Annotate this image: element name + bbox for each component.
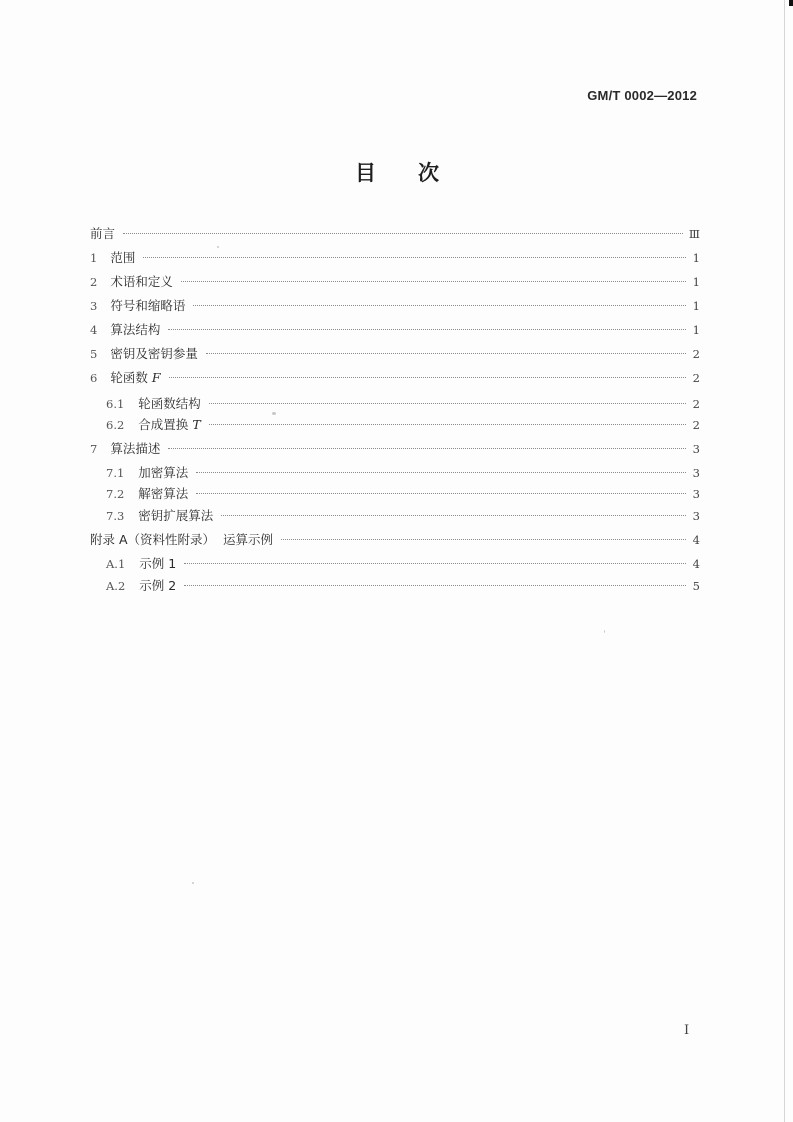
- toc-entry-number: 2: [90, 275, 98, 289]
- toc-entry-heading: [90, 345, 198, 363]
- toc-dot-leader: [196, 493, 686, 494]
- toc-entry-label: 符号和缩略语: [110, 298, 186, 313]
- toc-entry-heading: [90, 249, 135, 267]
- toc-entry[interactable]: [106, 577, 700, 595]
- title-char-1: 目: [355, 161, 376, 185]
- toc-entry-heading: [106, 555, 176, 573]
- toc-entry-heading: [90, 273, 173, 291]
- toc-entry-label: 合成置换: [138, 417, 189, 432]
- toc-dot-leader: [209, 424, 686, 425]
- toc-entry[interactable]: [106, 555, 700, 573]
- toc-entry-heading: [106, 507, 213, 525]
- toc-entry-heading: [106, 577, 176, 595]
- toc-entry-label: 加密算法: [138, 465, 189, 480]
- toc-dot-leader: [209, 403, 686, 404]
- page-title: [355, 157, 439, 187]
- toc-entry-heading: [90, 297, 185, 315]
- toc-entry-symbol: T: [192, 417, 201, 432]
- toc-entry-number: 7.3: [106, 509, 125, 523]
- toc-entry-heading: [90, 225, 115, 243]
- toc-entry[interactable]: [90, 225, 700, 243]
- toc-dot-leader: [193, 305, 686, 306]
- toc-entry[interactable]: [106, 395, 700, 413]
- standard-code: GM/T 0002—2012: [587, 88, 697, 103]
- title-char-2: 次: [418, 161, 439, 185]
- toc-entry-heading: [90, 321, 160, 339]
- toc-page-number: 1: [692, 323, 700, 337]
- toc-page-number: 3: [692, 509, 700, 523]
- toc-entry[interactable]: [90, 369, 700, 387]
- toc-entry[interactable]: [106, 485, 700, 503]
- toc-entry-number: 4: [90, 323, 98, 337]
- toc-entry-label: 算法描述: [110, 441, 161, 456]
- toc-page-number: 2: [692, 418, 700, 432]
- toc-page-number: 3: [692, 442, 700, 456]
- toc-entry-label: 附录 A（资料性附录） 运算示例: [90, 532, 273, 547]
- toc-entry-number: 7.2: [106, 487, 125, 501]
- toc-dot-leader: [123, 233, 683, 234]
- toc-dot-leader: [168, 329, 686, 330]
- toc-entry-number: 5: [90, 347, 98, 361]
- toc-dot-leader: [184, 563, 686, 564]
- toc-entry[interactable]: [106, 416, 700, 434]
- toc-entry[interactable]: [90, 345, 700, 363]
- toc-entry[interactable]: [90, 297, 700, 315]
- toc-entry[interactable]: [90, 531, 700, 549]
- toc-dot-leader: [221, 515, 686, 516]
- toc-entry-heading: [90, 369, 161, 387]
- toc-entry-label: 范围: [110, 250, 136, 265]
- toc-entry-heading: [90, 440, 160, 458]
- scan-speck: [217, 246, 219, 248]
- toc-entry-number: 6.2: [106, 418, 125, 432]
- toc-entry-label: 示例 2: [139, 578, 177, 593]
- scan-speck: [604, 630, 605, 633]
- toc-page-number: 1: [692, 299, 700, 313]
- toc-dot-leader: [143, 257, 686, 258]
- toc-entry-number: 3: [90, 299, 98, 313]
- toc-entry-heading: [90, 531, 273, 549]
- toc-page-number: 2: [692, 397, 700, 411]
- toc-entry[interactable]: [90, 249, 700, 267]
- toc-entry-number: 6: [90, 371, 98, 385]
- toc-entry-label: 解密算法: [138, 486, 189, 501]
- toc-dot-leader: [169, 377, 686, 378]
- toc-entry-label: 密钥及密钥参量: [110, 346, 198, 361]
- toc-page-number: 4: [692, 557, 700, 571]
- toc-dot-leader: [168, 448, 686, 449]
- toc-page-number: 1: [692, 275, 700, 289]
- toc-entry-label: 算法结构: [110, 322, 161, 337]
- toc-entry-heading: [106, 416, 201, 434]
- toc-page-number: Ⅲ: [688, 227, 700, 241]
- toc-page-number: 1: [692, 251, 700, 265]
- toc-entry-heading: [106, 485, 188, 503]
- toc-entry-label: 示例 1: [139, 556, 177, 571]
- scan-edge-line: [784, 0, 785, 1122]
- page-folio: I: [684, 1023, 690, 1038]
- toc-entry-number: 7: [90, 442, 98, 456]
- toc-dot-leader: [181, 281, 686, 282]
- toc-entry-label: 密钥扩展算法: [138, 508, 214, 523]
- toc-entry-number: A.1: [106, 557, 126, 571]
- toc-entry[interactable]: [106, 464, 700, 482]
- toc-dot-leader: [281, 539, 686, 540]
- toc-entry[interactable]: [90, 440, 700, 458]
- toc-entry-number: A.2: [106, 579, 126, 593]
- toc-page-number: 3: [692, 466, 700, 480]
- toc-entry[interactable]: [90, 321, 700, 339]
- toc-page-number: 2: [692, 371, 700, 385]
- scan-speck: [272, 412, 276, 415]
- toc-entry-label: 术语和定义: [110, 274, 173, 289]
- scan-corner-mark: [789, 0, 793, 6]
- toc-page-number: 4: [692, 533, 700, 547]
- toc-entry-heading: [106, 395, 201, 413]
- toc-page-number: 3: [692, 487, 700, 501]
- toc-entry[interactable]: [90, 273, 700, 291]
- toc-entry-number: 6.1: [106, 397, 125, 411]
- toc-dot-leader: [184, 585, 686, 586]
- toc-page-number: 5: [692, 579, 700, 593]
- toc-entry-label: 前言: [90, 226, 116, 241]
- toc-entry-heading: [106, 464, 188, 482]
- scan-speck: [192, 882, 194, 884]
- toc-entry-number: 7.1: [106, 466, 125, 480]
- toc-entry-label: 轮函数结构: [138, 396, 201, 411]
- toc-dot-leader: [206, 353, 686, 354]
- toc-dot-leader: [196, 472, 686, 473]
- toc-entry-label: 轮函数: [110, 370, 148, 385]
- toc-entry-number: 1: [90, 251, 98, 265]
- toc-page-number: 2: [692, 347, 700, 361]
- toc-entry-symbol: F: [151, 370, 161, 385]
- toc-entry[interactable]: [106, 507, 700, 525]
